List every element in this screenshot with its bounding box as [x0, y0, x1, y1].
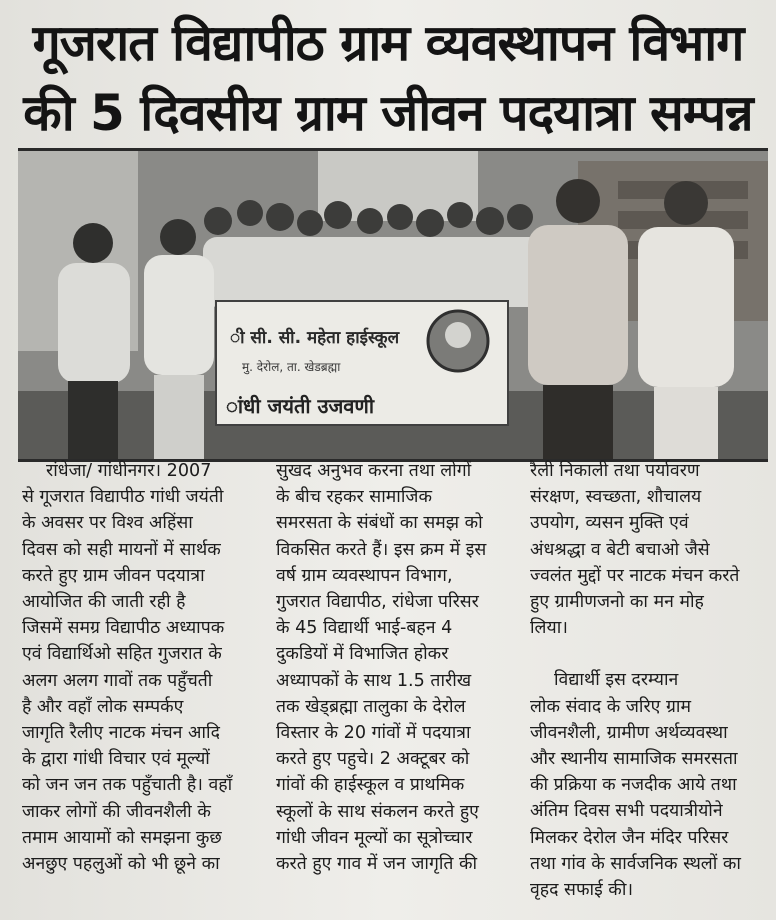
article-line: विस्तार के 20 गांवों में पदयात्रा	[276, 723, 471, 744]
article-line: दिवस को सही मायनों में सार्थक	[22, 539, 221, 560]
article-line: तक खेड्ब्रह्मा तालुका के देरोल	[276, 696, 466, 717]
article-line: उपयोग, व्यसन मुक्ति एवं	[530, 513, 689, 534]
article-line: जीवनशैली, ग्रामीण अर्थव्यवस्था	[530, 722, 728, 743]
paragraph-gap	[530, 641, 770, 667]
article-line: गांवों की हाईस्कूल व प्राथमिक	[276, 775, 465, 796]
article-line: मिलकर देरोल जैन मंदिर परिसर	[530, 827, 729, 848]
article-column-2	[276, 458, 516, 916]
article-line: के 45 विद्यार्थी भाई-बहन 4	[276, 618, 453, 639]
article-line: तमाम आयामों को समझना कुछ	[22, 827, 222, 848]
article-line: करते हुए ग्राम जीवन पदयात्रा	[22, 565, 205, 586]
article-line: करते हुए पहुचे। 2 अक्टूबर को	[276, 749, 470, 770]
article-line: विद्यार्थी इस दरम्यान	[554, 670, 679, 691]
article-line: गुजरात विद्यापीठ, रांधेजा परिसर	[276, 592, 479, 613]
article-line: अनछुए पहलुओं को भी छूने का	[22, 854, 220, 875]
headline-line-2: की 5 दिवसीय ग्राम जीवन पदयात्रा सम्पन्न	[23, 84, 753, 142]
article-line: लोक संवाद के जरिए ग्राम	[530, 696, 691, 717]
article-line: रांधेजा/ गांधीनगर। 2007	[46, 461, 212, 481]
article-line: स्कूलों के साथ संकलन करते हुए	[276, 801, 479, 822]
article-line: समरसता के संबंधों का समझ को	[276, 513, 483, 534]
article-line: के अवसर पर विश्व अहिंसा	[22, 513, 193, 534]
article-line: तथा गांव के सार्वजनिक स्थलों का	[530, 853, 741, 874]
article-line: जिसमें समग्र विद्यापीठ अध्यापक	[22, 618, 225, 639]
article-line: वर्ष ग्राम व्यवस्थापन विभाग,	[276, 565, 453, 586]
article-body	[22, 458, 770, 916]
article-line: वृहद सफाई की।	[530, 880, 634, 901]
article-line: अध्यापकों के साथ 1.5 तारीख	[276, 670, 472, 691]
article-line: की प्रक्रिया क नजदीक आये तथा	[530, 775, 737, 796]
article-line: लिया।	[530, 618, 568, 639]
banner-line-2: मु. देरोल, ता. खेडब्रह्मा	[242, 360, 341, 374]
article-line: ज्वलंत मुद्दों पर नाटक मंचन करते	[530, 565, 740, 586]
article-line: गांधी जीवन मूल्यों का सूत्रोच्चार	[276, 827, 473, 848]
article-line: दुकडियों में विभाजित होकर	[276, 644, 449, 665]
article-line: और स्थानीय सामाजिक समरसता	[530, 749, 738, 770]
article-line: सुखद अनुभव करना तथा लोगों	[276, 461, 472, 481]
banner-line-3: ांधी जयंती उजवणी	[226, 394, 375, 418]
group-photo-illustration	[18, 151, 768, 459]
article-line: है और वहाँ लोक सम्पर्कए	[22, 696, 184, 717]
article-column-1	[22, 458, 262, 916]
article-line: करते हुए गाव में जन जागृति की	[276, 854, 478, 875]
article-line: जाकर लोगों की जीवनशैली के	[22, 801, 211, 822]
news-photo	[18, 148, 768, 462]
article-line: आयोजित की जाती रही है	[22, 592, 186, 613]
article-line: के बीच रहकर सामाजिक	[276, 487, 432, 508]
article-line: एवं विद्यार्थिओ सहित गुजरात के	[22, 644, 222, 665]
article-line: हुए ग्रामीणजनो का मन मोह	[530, 592, 704, 613]
article-line: विकसित करते हैं। इस क्रम में इस	[276, 539, 487, 560]
article-line: अंधश्रद्धा व बेटी बचाओ जैसे	[530, 539, 710, 560]
article-line: जागृति रैलीए नाटक मंचन आदि	[22, 723, 220, 744]
article-line: अंतिम दिवस सभी पदयात्रीयोने	[530, 801, 723, 822]
article-line: संरक्षण, स्वच्छता, शौचालय	[530, 487, 702, 508]
headline-line-1: गूजरात विद्यापीठ ग्राम व्यवस्थापन विभाग	[32, 14, 744, 72]
article-line: को जन जन तक पहुँचाती है। वहाँ	[22, 775, 233, 796]
article-column-3	[530, 458, 770, 916]
article-line: अलग अलग गावों तक पहुँचती	[22, 670, 213, 691]
article-line: के द्वारा गांधी विचार एवं मूल्यों	[22, 749, 210, 770]
article-line: रैली निकाली तथा पर्यावरण	[530, 461, 700, 481]
article-line: से गूजरात विद्यापीठ गांधी जयंती	[22, 487, 224, 508]
banner-line-1: ी सी. सी. महेता हाईस्कूल	[230, 328, 400, 348]
